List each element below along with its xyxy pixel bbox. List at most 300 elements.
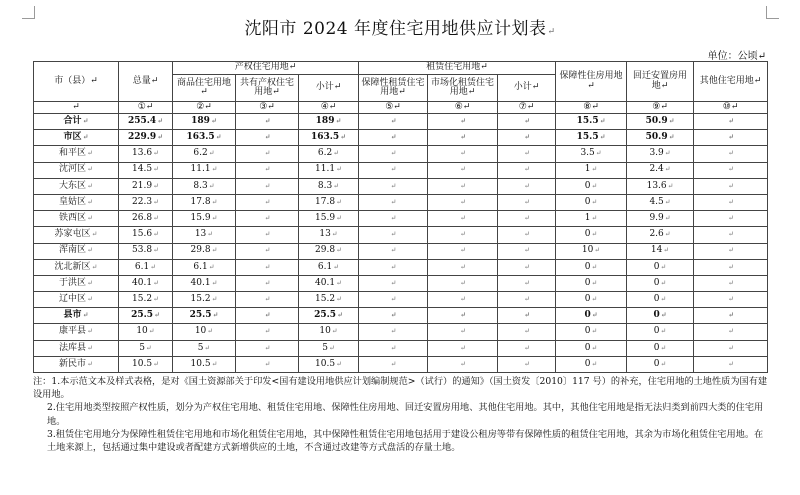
table-cell: [498, 324, 556, 340]
table-cell: [627, 211, 694, 227]
table-row: [34, 146, 768, 162]
paragraph-mark: ↵: [264, 149, 271, 158]
table-cell: [119, 308, 173, 324]
cell-value: 6.2: [317, 148, 333, 159]
cell-value: 3.9: [649, 148, 664, 159]
paragraph-mark: ↵: [336, 359, 342, 368]
table-cell: [119, 259, 173, 275]
paragraph-mark: ↵: [524, 278, 530, 287]
column-number: ⑨↵: [627, 102, 694, 114]
cell-value: 0: [584, 180, 591, 191]
paragraph-mark: ↵: [664, 214, 671, 222]
table-cell: [428, 162, 498, 178]
paragraph-mark: ↵: [460, 214, 466, 222]
paragraph-mark: ↵: [591, 327, 598, 336]
paragraph-mark: ↵: [460, 327, 466, 336]
paragraph-mark: ↵: [664, 197, 671, 206]
table-cell: [694, 259, 768, 275]
table-row: [34, 308, 768, 324]
cell-value: 15.2: [315, 293, 336, 304]
cell-value: 14.5: [132, 164, 153, 175]
table-cell: [694, 211, 768, 227]
header-city: 市（县）↵: [34, 62, 119, 102]
paragraph-mark: ↵: [390, 246, 397, 255]
cell-value: 14: [650, 245, 663, 256]
table-cell: [299, 114, 359, 130]
table-cell: [359, 162, 428, 178]
paragraph-mark: ↵: [336, 246, 342, 255]
table-cell: [236, 243, 299, 259]
table-cell: [498, 162, 556, 178]
row-name: [34, 275, 119, 291]
paragraph-mark: ↵: [264, 359, 271, 368]
paragraph-mark: ↵: [460, 197, 466, 206]
cell-value: 11.1: [315, 164, 336, 175]
paragraph-mark: ↵: [208, 181, 215, 190]
table-cell: [359, 194, 428, 210]
table-cell: [359, 356, 428, 372]
cell-value: 6.2: [193, 148, 208, 159]
paragraph-mark: ↵: [664, 230, 671, 239]
cell-value: 10: [194, 326, 207, 337]
paragraph-mark: ↵: [336, 165, 342, 174]
table-cell: [627, 162, 694, 178]
paragraph-mark: ↵: [524, 343, 530, 352]
paragraph-mark: ↵: [264, 246, 271, 255]
cell-value: 163.5: [186, 132, 215, 143]
header-rental-group: 租赁住宅用地↵: [359, 62, 556, 75]
paragraph-mark: ↵: [87, 343, 93, 352]
cell-value: 0: [653, 342, 660, 353]
document-title: [0, 14, 800, 39]
cell-value: 10: [319, 326, 331, 337]
table-row: [34, 194, 768, 210]
table-cell: [694, 356, 768, 372]
paragraph-mark: ↵: [524, 132, 530, 142]
table-cell: [119, 227, 173, 243]
table-cell: [428, 292, 498, 308]
title-text: 沈阳市 2024 年度住宅用地供应计划表: [244, 19, 547, 39]
table-cell: [236, 340, 299, 356]
paragraph-mark: ↵: [153, 278, 159, 287]
paragraph-mark: ↵: [728, 262, 734, 271]
table-cell: [428, 275, 498, 291]
table-cell: [428, 324, 498, 340]
table-cell: [627, 243, 694, 259]
table-cell: [236, 162, 299, 178]
table-cell: [428, 146, 498, 162]
paragraph-mark: ↵: [87, 197, 93, 206]
table-cell: [627, 324, 694, 340]
table-cell: [556, 292, 627, 308]
cell-value: 40.1: [190, 277, 211, 288]
paragraph-mark: ↵: [390, 181, 397, 190]
row-name-text: 辽中区: [59, 293, 87, 304]
cell-value: 0: [653, 261, 660, 272]
table-cell: [299, 308, 359, 324]
paragraph-mark: ↵: [460, 294, 466, 303]
cell-value: 15.6: [132, 229, 153, 240]
row-name-text: 沈河区: [59, 164, 87, 175]
table-cell: [119, 324, 173, 340]
cell-value: 0: [584, 310, 591, 321]
paragraph-mark: ↵: [208, 149, 215, 158]
table-cell: [236, 308, 299, 324]
table-cell: [119, 194, 173, 210]
row-name: [34, 146, 119, 162]
table-cell: [236, 194, 299, 210]
table-cell: [299, 292, 359, 308]
paragraph-mark: ↵: [264, 278, 271, 287]
row-name-text: 浑南区: [59, 245, 87, 256]
table-cell: [359, 130, 428, 146]
table-row: [34, 356, 768, 372]
paragraph-mark: ↵: [660, 310, 667, 320]
row-name: [34, 162, 119, 178]
column-number-row: [34, 102, 768, 114]
table-cell: [236, 292, 299, 308]
table-cell: [299, 130, 359, 146]
paragraph-mark: ↵: [150, 262, 157, 271]
table-cell: [359, 259, 428, 275]
paragraph-mark: ↵: [264, 327, 271, 336]
cell-value: 40.1: [315, 277, 336, 288]
table-cell: [173, 308, 236, 324]
row-name: [34, 324, 119, 340]
table-cell: [556, 130, 627, 146]
paragraph-mark: ↵: [524, 359, 530, 368]
paragraph-mark: ↵: [591, 214, 598, 222]
row-name: [34, 308, 119, 324]
paragraph-mark: ↵: [336, 214, 342, 222]
paragraph-mark: ↵: [660, 294, 667, 303]
paragraph-mark: ↵: [87, 149, 93, 158]
paragraph-mark: ↵: [204, 343, 211, 352]
paragraph-mark: ↵: [660, 343, 667, 352]
column-number: ②↵: [173, 102, 236, 114]
row-name: [34, 227, 119, 243]
paragraph-mark: ↵: [728, 132, 734, 142]
paragraph-mark: ↵: [211, 197, 218, 206]
paragraph-mark: ↵: [333, 181, 340, 190]
table-cell: [694, 292, 768, 308]
table-cell: [627, 114, 694, 130]
paragraph-mark: ↵: [264, 115, 271, 125]
paragraph-mark: ↵: [591, 181, 598, 190]
paragraph-mark: ↵: [264, 214, 271, 222]
paragraph-mark: ↵: [390, 197, 397, 206]
paragraph-mark: ↵: [524, 149, 530, 158]
cell-value: 0: [584, 326, 591, 337]
paragraph-mark: ↵: [153, 149, 159, 158]
paragraph-mark: ↵: [264, 294, 271, 303]
table-row: [34, 340, 768, 356]
table-cell: [498, 178, 556, 194]
paragraph-mark: ↵: [599, 132, 606, 142]
table-cell: [119, 130, 173, 146]
paragraph-mark: ↵: [87, 278, 93, 287]
paragraph-mark: ↵: [211, 165, 218, 174]
cell-value: 29.8: [315, 245, 336, 256]
table-cell: [359, 178, 428, 194]
cell-value: 0: [584, 196, 591, 207]
table-cell: [236, 130, 299, 146]
row-name-text: 皇姑区: [59, 196, 87, 207]
column-number: ⑤↵: [359, 102, 428, 114]
cell-value: 11.1: [190, 164, 211, 175]
table-cell: [299, 259, 359, 275]
note-2: 2.住宅用地类型按照产权性质，划分为产权住宅用地、租赁住宅用地、保障性住房用地、回迁安置房用地、其他住宅用地。其中，其他住宅用地是指无法归类到前四大类的住宅用地。: [47, 402, 764, 427]
row-name-text: 市区: [63, 132, 82, 143]
paragraph-mark: ↵: [87, 327, 93, 336]
table-row: [34, 162, 768, 178]
paragraph-mark: ↵: [728, 327, 734, 336]
paragraph-mark: ↵: [728, 181, 734, 190]
table-cell: [627, 227, 694, 243]
table-cell: [556, 211, 627, 227]
table-cell: [173, 275, 236, 291]
table-cell: [359, 243, 428, 259]
paragraph-mark: ↵: [87, 214, 93, 222]
table-cell: [428, 243, 498, 259]
table-cell: [299, 243, 359, 259]
row-name: [34, 340, 119, 356]
cell-value: 10: [581, 245, 594, 256]
column-number: ③↵: [236, 102, 299, 114]
paragraph-mark: ↵: [591, 165, 598, 174]
table-cell: [173, 356, 236, 372]
cell-value: 25.5: [189, 310, 212, 321]
table-cell: [627, 194, 694, 210]
paragraph-mark: ↵: [460, 165, 466, 174]
table-cell: [694, 114, 768, 130]
table-cell: [498, 292, 556, 308]
table-cell: [627, 308, 694, 324]
paragraph-mark: ↵: [668, 115, 675, 125]
cell-value: 189: [315, 115, 335, 126]
paragraph-mark: ↵: [390, 278, 397, 287]
table-cell: [694, 227, 768, 243]
table-cell: [359, 275, 428, 291]
table-cell: [173, 178, 236, 194]
paragraph-mark: ↵: [524, 115, 530, 125]
table-cell: [173, 194, 236, 210]
note-3: 3.租赁住宅用地分为保障性租赁住宅用地和市场化租赁住宅用地，其中保障性租赁住宅用地包括用于建设公租房等带有保障性质的租赁住宅用地，其余为市场化租赁住宅用地。在土地来源上，包括通过集中建设或者配建方式新增供应的土地，不含通过改建等方式盘活的存量土地。: [47, 428, 764, 454]
table-cell: [694, 146, 768, 162]
paragraph-mark: ↵: [91, 230, 98, 239]
paragraph-mark: ↵: [728, 359, 734, 368]
table-row: [34, 243, 768, 259]
table-cell: [556, 243, 627, 259]
paragraph-mark: ↵: [153, 181, 159, 190]
table-row: [34, 227, 768, 243]
paragraph-mark: ↵: [524, 181, 530, 190]
table-cell: [359, 146, 428, 162]
table-cell: [428, 194, 498, 210]
table-cell: [236, 211, 299, 227]
table-row: [34, 259, 768, 275]
paragraph-mark: ↵: [211, 246, 218, 255]
paragraph-mark: ↵: [335, 115, 342, 125]
table-cell: [498, 356, 556, 372]
paragraph-mark: ↵: [153, 214, 159, 222]
table-row: [34, 130, 768, 146]
cell-value: 10.5: [315, 358, 336, 369]
cell-value: 255.4: [127, 115, 157, 126]
paragraph-mark: ↵: [333, 149, 340, 158]
row-name-text: 县市: [63, 310, 82, 321]
row-name: [34, 130, 119, 146]
paragraph-mark: ↵: [460, 343, 466, 352]
table-cell: [428, 211, 498, 227]
notes-section: [33, 375, 769, 454]
table-cell: [498, 211, 556, 227]
paragraph-mark: ↵: [728, 197, 734, 206]
table-cell: [119, 178, 173, 194]
paragraph-mark: ↵: [337, 310, 343, 320]
cell-value: 3.5: [580, 148, 595, 159]
cell-value: 0: [653, 358, 660, 369]
header-affordable-housing: 保障性住房用地↵: [556, 62, 627, 102]
row-name: [34, 356, 119, 372]
table-cell: [359, 292, 428, 308]
table-cell: [299, 356, 359, 372]
paragraph-mark: ↵: [390, 165, 397, 174]
table-cell: [556, 275, 627, 291]
table-cell: [236, 259, 299, 275]
paragraph-mark: ↵: [211, 359, 218, 368]
column-number: ⑦↵: [498, 102, 556, 114]
paragraph-mark: ↵: [264, 262, 271, 271]
paragraph-mark: ↵: [390, 149, 397, 158]
table-cell: [173, 324, 236, 340]
paragraph-mark: ↵: [145, 343, 152, 352]
cell-value: 1: [584, 164, 591, 175]
paragraph-mark: ↵: [87, 165, 93, 174]
cell-value: 13: [194, 229, 207, 240]
paragraph-mark: ↵: [87, 294, 93, 303]
paragraph-mark: ↵: [524, 165, 530, 174]
paragraph-mark: ↵: [390, 310, 397, 320]
paragraph-mark: ↵: [148, 327, 155, 336]
table-cell: [173, 130, 236, 146]
row-name: [34, 292, 119, 308]
cell-value: 163.5: [310, 132, 340, 143]
paragraph-mark: ↵: [390, 230, 397, 239]
paragraph-mark: ↵: [660, 359, 667, 368]
cell-value: 15.9: [190, 213, 211, 223]
paragraph-mark: ↵: [87, 246, 93, 255]
paragraph-mark: ↵: [460, 149, 466, 158]
column-number: ①↵: [119, 102, 173, 114]
table-cell: [173, 292, 236, 308]
cell-value: 10.5: [190, 358, 211, 369]
paragraph-mark: ↵: [331, 230, 338, 239]
cell-value: 26.8: [132, 213, 153, 223]
paragraph-mark: ↵: [82, 115, 89, 125]
table-cell: [694, 194, 768, 210]
table-cell: [556, 178, 627, 194]
row-name: [34, 178, 119, 194]
row-name-text: 于洪区: [59, 277, 87, 288]
table-cell: [236, 227, 299, 243]
cell-value: 0: [653, 277, 660, 288]
note-1: 注：1.本示范文本及样式表格，是对《国土资源部关于印发<国有建设用地供应计划编制规范>（试行）的通知》（国土资发〔2010〕117 号）的补充，住宅用地的土地性质为国有建设用地。: [33, 376, 768, 401]
paragraph-mark: ↵: [153, 294, 159, 303]
paragraph-mark: ↵: [591, 278, 598, 287]
paragraph-mark: ↵: [728, 115, 734, 125]
paragraph-mark: ↵: [728, 149, 734, 158]
cell-value: 53.8: [132, 245, 153, 256]
paragraph-mark: ↵: [460, 230, 466, 239]
row-name: [34, 243, 119, 259]
table-cell: [627, 259, 694, 275]
supply-plan-table: [33, 61, 768, 373]
cell-value: 25.5: [131, 310, 154, 321]
table-cell: [359, 308, 428, 324]
column-number: ⑩↵: [694, 102, 768, 114]
table-cell: [173, 146, 236, 162]
table-cell: [428, 130, 498, 146]
column-number: ⑧↵: [556, 102, 627, 114]
paragraph-mark: ↵: [82, 132, 89, 142]
paragraph-mark: ↵: [524, 294, 530, 303]
table-cell: [694, 162, 768, 178]
paragraph-mark: ↵: [208, 262, 215, 271]
table-cell: [299, 324, 359, 340]
paragraph-mark: ↵: [460, 262, 466, 271]
paragraph-mark: ↵: [331, 327, 338, 336]
cell-value: 10.5: [132, 358, 153, 369]
cell-value: 50.9: [645, 132, 668, 143]
cell-value: 0: [653, 293, 660, 304]
cell-value: 0: [653, 326, 660, 337]
table-cell: [359, 211, 428, 227]
paragraph-mark: ↵: [336, 278, 342, 287]
cell-value: 6.1: [317, 261, 333, 272]
paragraph-mark: ↵: [591, 262, 598, 271]
cell-value: 1: [584, 213, 591, 223]
row-name-text: 法库县: [59, 342, 87, 353]
paragraph-mark: ↵: [82, 310, 89, 320]
paragraph-mark: ↵: [591, 343, 598, 352]
paragraph-mark: ↵: [591, 310, 598, 320]
table-row: [34, 292, 768, 308]
paragraph-mark: ↵: [211, 214, 218, 222]
table-cell: [498, 308, 556, 324]
table-cell: [428, 227, 498, 243]
paragraph-mark: ↵: [728, 230, 734, 239]
table-cell: [694, 275, 768, 291]
cell-value: 13.6: [646, 180, 667, 191]
table-cell: [299, 227, 359, 243]
cell-value: 22.3: [132, 196, 153, 207]
paragraph-mark: ↵: [390, 327, 397, 336]
table-cell: [119, 243, 173, 259]
table-cell: [359, 227, 428, 243]
cell-value: 2.4: [649, 164, 664, 175]
table-cell: [556, 114, 627, 130]
cell-value: 6.1: [134, 261, 150, 272]
row-name: [34, 114, 119, 130]
paragraph-mark: ↵: [157, 132, 164, 142]
table-cell: [627, 340, 694, 356]
table-cell: [556, 356, 627, 372]
table-cell: [173, 259, 236, 275]
paragraph-mark: ↵: [264, 310, 271, 320]
table-cell: [556, 227, 627, 243]
header-shared: 共有产权住宅用地↵: [236, 75, 299, 102]
